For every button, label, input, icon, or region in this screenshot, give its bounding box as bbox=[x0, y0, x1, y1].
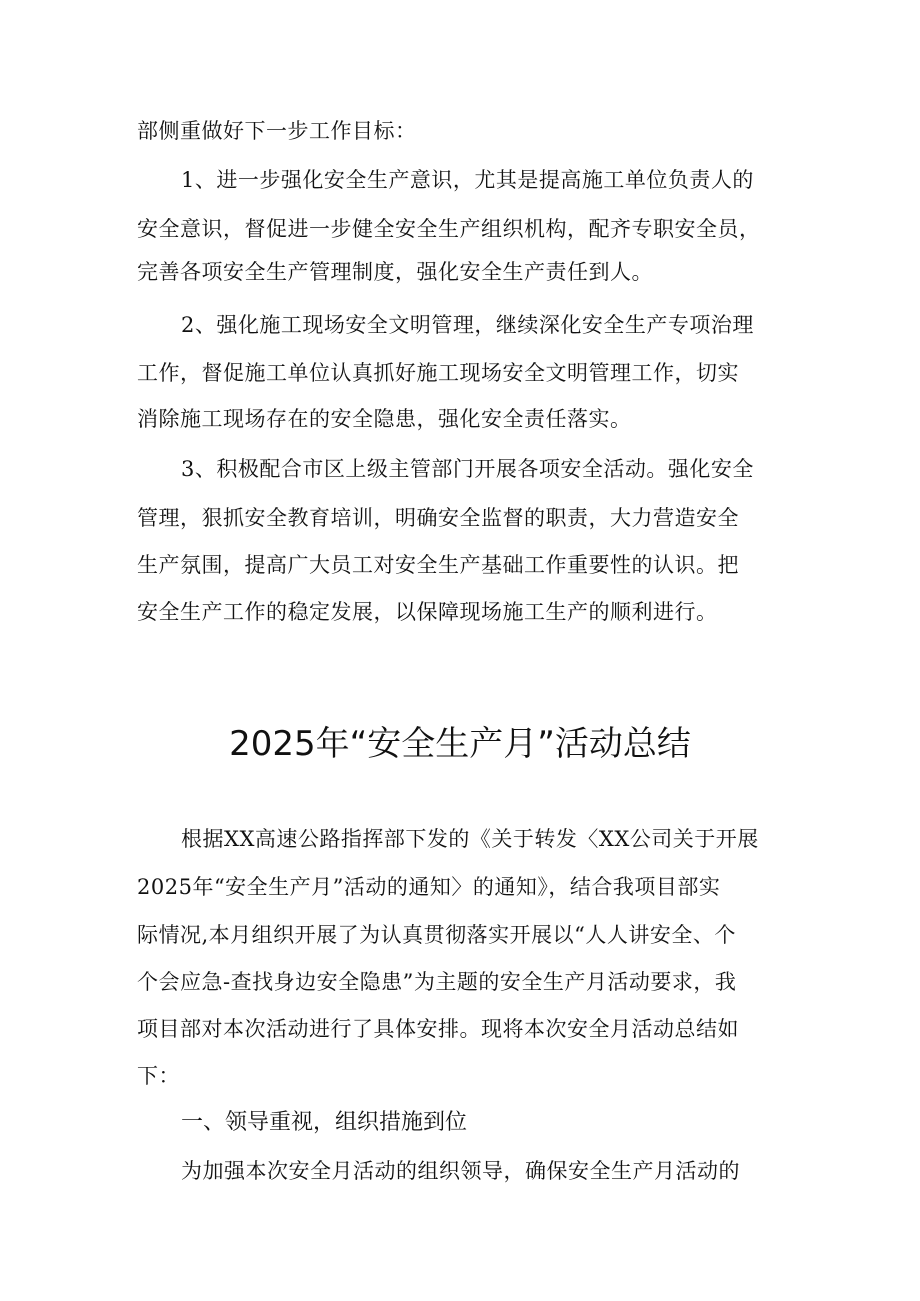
para-1-line-6: 下： bbox=[137, 1064, 180, 1088]
goal-1-line-3: 完善各项安全生产管理制度，强化安全生产责任到人。 bbox=[137, 260, 653, 284]
goal-2-line-1: 2、强化施工现场安全文明管理，继续深化安全生产专项治理 bbox=[181, 313, 754, 337]
para-1-line-3: 际情况,本月组织开展了为认真贯彻落实开展以“人人讲安全、个 bbox=[137, 923, 736, 947]
goal-2-line-3: 消除施工现场存在的安全隐患，强化安全责任落实。 bbox=[137, 407, 632, 431]
para-1-line-5: 项目部对本次活动进行了具体安排。现将本次安全月活动总结如 bbox=[137, 1017, 739, 1041]
intro-line: 部侧重做好下一步工作目标： bbox=[137, 119, 417, 143]
para-1-line-2: 2025年“安全生产月”活动的通知〉的通知》，结合我项目部实 bbox=[137, 875, 721, 899]
para-1-line-4: 个会应急-查找身边安全隐患”为主题的安全生产月活动要求，我 bbox=[137, 970, 737, 994]
goal-3-line-3: 生产氛围，提高广大员工对安全生产基础工作重要性的认识。把 bbox=[137, 553, 739, 577]
goal-1-line-2: 安全意识，督促进一步健全安全生产组织机构，配齐专职安全员， bbox=[137, 217, 761, 241]
goal-3-line-4: 安全生产工作的稳定发展，以保障现场施工生产的顺利进行。 bbox=[137, 600, 718, 624]
para-1-line-1: 根据XX高速公路指挥部下发的《关于转发〈XX公司关于开展 bbox=[181, 827, 759, 851]
goal-3-line-1: 3、积极配合市区上级主管部门开展各项安全活动。强化安全 bbox=[181, 457, 754, 481]
goal-3-line-2: 管理，狠抓安全教育培训，明确安全监督的职责，大力营造安全 bbox=[137, 506, 739, 530]
section-1-heading: 一、领导重视，组织措施到位 bbox=[181, 1110, 468, 1135]
goal-1-line-1: 1、进一步强化安全生产意识，尤其是提高施工单位负责人的 bbox=[181, 168, 754, 192]
document-title: 2025年“安全生产月”活动总结 bbox=[229, 724, 691, 764]
goal-2-line-2: 工作，督促施工单位认真抓好施工现场安全文明管理工作，切实 bbox=[137, 361, 739, 385]
section-1-line-1: 为加强本次安全月活动的组织领导，确保安全生产月活动的 bbox=[181, 1159, 740, 1183]
